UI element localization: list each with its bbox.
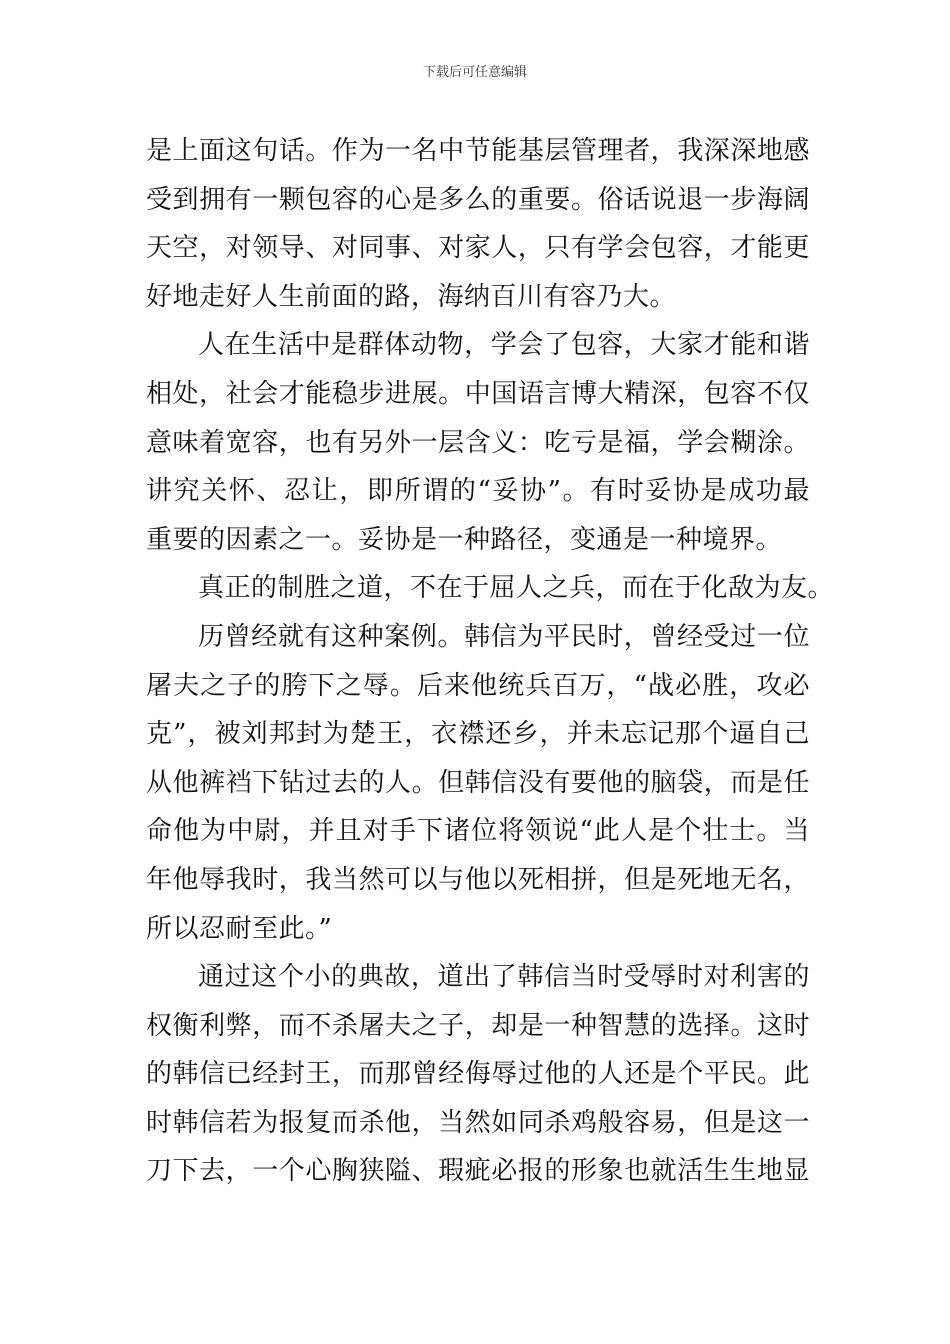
text-line: 真正的制胜之道，不在于屈人之兵，而在于化敌为友。: [198, 573, 835, 604]
text-line: 人在生活中是群体动物，学会了包容，大家才能和谐: [198, 330, 810, 361]
text-line: 天空，对领导、对同事、对家人，只有学会包容，才能更: [146, 233, 810, 264]
text-line: 刀下去，一个心胸狭隘、瑕疵必报的形象也就活生生地显: [146, 1156, 810, 1187]
text-line: 受到拥有一颗包容的心是多么的重要。俗话说退一步海阔: [146, 184, 810, 215]
page-header: 下载后可任意编辑: [422, 65, 527, 80]
text-line: 所以忍耐至此。”: [146, 913, 333, 944]
text-line: 好地走好人生前面的路，海纳百川有容乃大。: [146, 281, 677, 312]
text-line: 相处，社会才能稳步进展。中国语言博大精深，包容不仅: [146, 378, 810, 409]
text-line: 时韩信若为报复而杀他，当然如同杀鸡般容易，但是这一: [146, 1107, 810, 1138]
document-body: [146, 127, 835, 1196]
text-line: 讲究关怀、忍让，即所谓的“妥协”。有时妥协是成功最: [146, 476, 810, 507]
text-line: 权衡利弊，而不杀屠夫之子，却是一种智慧的选择。这时: [146, 1010, 810, 1041]
text-line: 命他为中尉，并且对手下诸位将领说“此人是个壮士。当: [146, 816, 810, 847]
text-line: 意味着宽容，也有另外一层含义：吃亏是福，学会糊涂。: [146, 427, 810, 458]
text-line: 屠夫之子的胯下之辱。后来他统兵百万，“战必胜，攻必: [146, 670, 810, 701]
text-line: 重要的因素之一。妥协是一种路径，变通是一种境界。: [146, 524, 783, 555]
text-line: 从他裤裆下钻过去的人。但韩信没有要他的脑袋，而是任: [146, 767, 810, 798]
text-line: 是上面这句话。作为一名中节能基层管理者，我深深地感: [146, 136, 810, 166]
text-line: 的韩信已经封王，而那曾经侮辱过他的人还是个平民。此: [146, 1059, 810, 1090]
text-line: 历曾经就有这种案例。韩信为平民时，曾经受过一位: [198, 621, 810, 652]
text-line: 年他辱我时，我当然可以与他以死相拼，但是死地无名，: [146, 864, 810, 895]
text-line: 通过这个小的典故，道出了韩信当时受辱时对利害的: [198, 962, 810, 993]
text-line: 克”，被刘邦封为楚王，衣襟还乡，并未忘记那个逼自己: [146, 719, 810, 750]
